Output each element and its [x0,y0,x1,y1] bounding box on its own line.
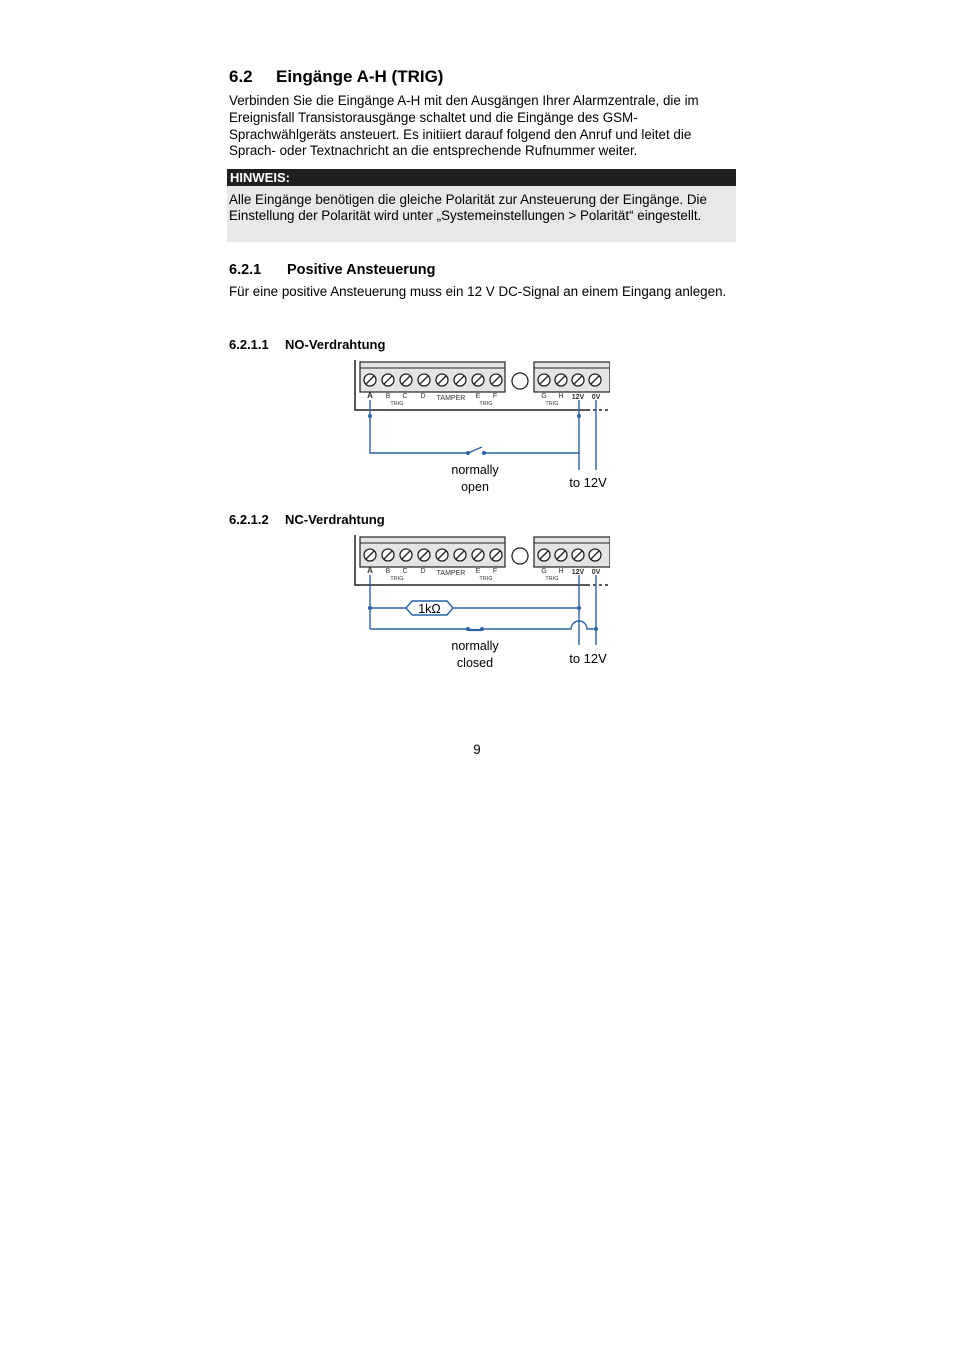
no-wiring-number: 6.2.1.1 [229,337,269,352]
terminal-label-trig: TRIG [390,576,404,582]
nc-wiring-number: 6.2.1.2 [229,512,269,527]
note-label: HINWEIS: [227,169,736,186]
terminal-label-a: A [367,566,373,575]
terminal-label-b: B [385,393,391,400]
led-indicator [512,373,528,389]
subsection-title: Positive Ansteuerung [287,262,436,278]
no-wiring-svg [350,358,610,498]
terminal-label-tamper: TAMPER [436,395,466,402]
junction-dot [594,627,598,631]
terminal-label-12v: 12V [571,569,585,576]
junction-dot [577,414,581,418]
terminal-label-g: G [541,568,547,575]
terminal-label-tamper: TAMPER [436,570,466,577]
label-to-12v: to 12V [569,651,607,666]
subsection-heading [229,262,436,278]
junction-dot [577,606,581,610]
subsection-paragraph: Für eine positive Ansteuerung muss ein 12 V DC-Signal an einem Eingang anlegen. [229,284,727,299]
nc-wiring-heading [229,512,385,527]
junction-dot [368,606,372,610]
intro-paragraph: Verbinden Sie die Eingänge A-H mit den Ausgängen Ihrer Alarmzentrale, die im Ereignisfall Transistorausgänge schaltet und die Eingänge des GSM-Sprachwählgeräts ansteuert. Es initiiert darauf folgend den Anruf und leitet die Sprach- oder Textnachricht an die entsprechende Rufnummer weiter. [229,93,699,159]
section-number: 6.2 [229,67,253,86]
switch-blade [468,447,482,453]
terminal-label-f: F [492,568,498,575]
label-normally: normally [451,463,499,477]
terminal-label-a: A [367,391,373,400]
note-text: Alle Eingänge benötigen die gleiche Polarität zur Ansteuerung der Eingänge. Die Einstellung der Polarität wird unter „Systemeinstellungen > Polarität“ eingestellt. [227,186,736,242]
label-open: open [461,480,489,494]
terminal-label-c: C [402,568,408,575]
terminal-label-0v: 0V [591,394,601,401]
terminal-block [355,360,610,410]
page-number: 9 [473,742,481,757]
terminal-label-12v: 12V [571,394,585,401]
terminal-label-g: G [541,393,547,400]
wire-switch-to-12v [484,400,579,453]
no-wiring-heading [229,337,385,352]
section-heading [229,67,443,87]
wire-a-to-switch [370,400,468,453]
resistor-label: 1kΩ [418,602,441,616]
terminal-label-trig: TRIG [545,401,559,407]
terminal-label-trig: TRIG [390,401,404,407]
terminal-label-d: D [420,568,426,575]
terminal-label-trig: TRIG [479,576,493,582]
switch-dot-right [482,451,486,455]
terminal-label-h: H [558,568,564,575]
terminal-label-e: E [475,393,481,400]
label-closed: closed [456,656,494,670]
section-title: Eingänge A-H (TRIG) [276,67,444,86]
terminal-label-b: B [385,568,391,575]
terminal-label-d: D [420,393,426,400]
subsection-number: 6.2.1 [229,262,262,278]
terminal-label-trig: TRIG [545,576,559,582]
nc-wiring-title: NC-Verdrahtung [285,512,385,527]
terminal-block [355,535,610,585]
terminal-label-h: H [558,393,564,400]
junction-dot [368,414,372,418]
terminal-label-e: E [475,568,481,575]
led-indicator [512,548,528,564]
terminal-label-0v: 0V [591,569,601,576]
terminal-label-f: F [492,393,498,400]
label-to-12v: to 12V [569,475,607,490]
no-wiring-title: NO-Verdrahtung [285,337,386,352]
terminal-label-trig: TRIG [479,401,493,407]
no-wiring-diagram [350,358,610,498]
label-normally: normally [451,639,499,653]
nc-wiring-diagram [350,533,610,673]
terminal-label-c: C [402,393,408,400]
nc-wiring-svg [350,533,610,673]
